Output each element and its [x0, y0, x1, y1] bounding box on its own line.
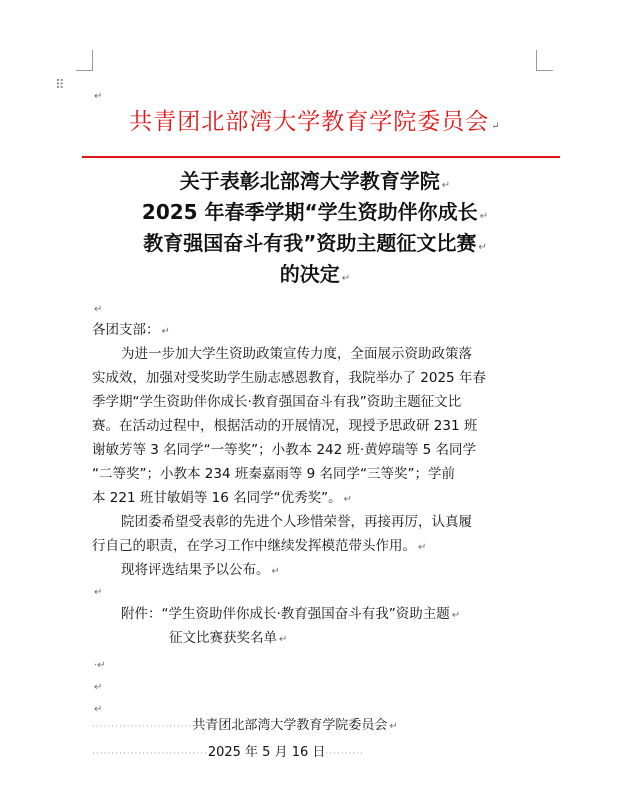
paragraph-mark-icon: ↵ [441, 180, 451, 191]
paragraph-mark-icon: ·↵ [94, 660, 106, 671]
org-header-text: 共青团北部湾大学教育学院委员会 [129, 109, 490, 135]
attachment-line-2: 征文比赛获奖名单 ↵ [169, 630, 288, 646]
body-line: 为进一步加大学生资助政策宣传力度，全面展示资助政策落 [121, 346, 472, 362]
red-divider [82, 156, 560, 158]
announcement-line: 现将评选结果予以公布。 ↵ [121, 562, 280, 578]
attachment-line-1: 附件：“学生资助伴你成长·教育强国奋斗有我”资助主题 ↵ [121, 606, 461, 622]
body-line: “二等奖”；小教本 234 班秦嘉雨等 9 名同学“三等奖”；学前 [92, 466, 455, 482]
paragraph-mark-icon: ↵ [94, 704, 103, 715]
body-line: 院团委希望受表彰的先进个人珍惜荣誉，再接再厉，认真履 [121, 514, 472, 530]
paragraph-mark-icon: ↵ [478, 242, 487, 253]
paragraph-mark-icon: ↵ [451, 610, 461, 621]
paragraph-mark-icon: ↵ [94, 682, 103, 693]
body-line: 实成效，加强对受奖助学生励志感恩教育，我院举办了 2025 年春 [92, 370, 486, 386]
tab-leader-dots: ······························ [92, 749, 208, 759]
body-line-last: 本 221 班甘敏娟等 16 名同学“优秀奖”。 ↵ [92, 490, 352, 506]
doc-title-line-1: 关于表彰北部湾大学教育学院 ↵ [179, 169, 451, 193]
paragraph-mark-icon: ↵ [418, 542, 427, 553]
page-corner-mark-top-left [76, 50, 93, 71]
tab-leader-dots: ·························· [92, 722, 193, 732]
paragraph-mark-icon: ↵ [341, 273, 351, 284]
signature-org: 共青团北部湾大学教育学院委员会 [192, 718, 388, 733]
drag-handle-icon[interactable]: ⠿ [55, 78, 64, 93]
signature-org-line [92, 714, 398, 733]
paragraph-mark-icon: ↵ [491, 121, 501, 132]
tab-leader-dots: ·········· [325, 749, 364, 759]
paragraph-mark-icon: ↵ [389, 721, 398, 732]
paragraph-mark-icon: ↵ [343, 494, 352, 505]
paragraph-mark-icon: ↵ [94, 304, 103, 315]
paragraph-mark-icon: ↵ [279, 634, 288, 645]
paragraph-mark-icon: ↵ [271, 566, 280, 577]
paragraph-mark-icon: ↵ [94, 587, 103, 598]
body-line: 季学期“学生资助伴你成长·教育强国奋斗有我”资助主题征文比 [92, 394, 462, 410]
paragraph-mark-icon: ↵ [479, 211, 489, 222]
paragraph-mark-icon: ↵ [94, 91, 103, 102]
org-header [0, 103, 630, 136]
doc-title-line-2: 2025 年春季学期“学生资助伴你成长 ↵ [141, 200, 489, 224]
body-line: 赛。在活动过程中，根据活动的开展情况，现授予思政研 231 班 [92, 418, 478, 434]
doc-title-line-4: 的决定 ↵ [279, 262, 351, 286]
page-corner-mark-top-right [536, 50, 553, 71]
body-line: 谢敏芳等 3 名同学“一等奖”；小教本 242 班·黄婷瑞等 5 名同学 [92, 442, 476, 458]
signature-date-line [92, 741, 364, 760]
paragraph-mark-icon: ↵ [161, 326, 170, 337]
salutation: 各团支部： ↵ [92, 322, 170, 338]
doc-title-line-3: 教育强国奋斗有我”资助主题征文比赛 ↵ [143, 231, 487, 255]
signature-date: 2025 年 5 月 16 日 [207, 745, 326, 760]
body-line-last: 行自己的职责，在学习工作中继续发挥模范带头作用。 ↵ [92, 538, 427, 554]
